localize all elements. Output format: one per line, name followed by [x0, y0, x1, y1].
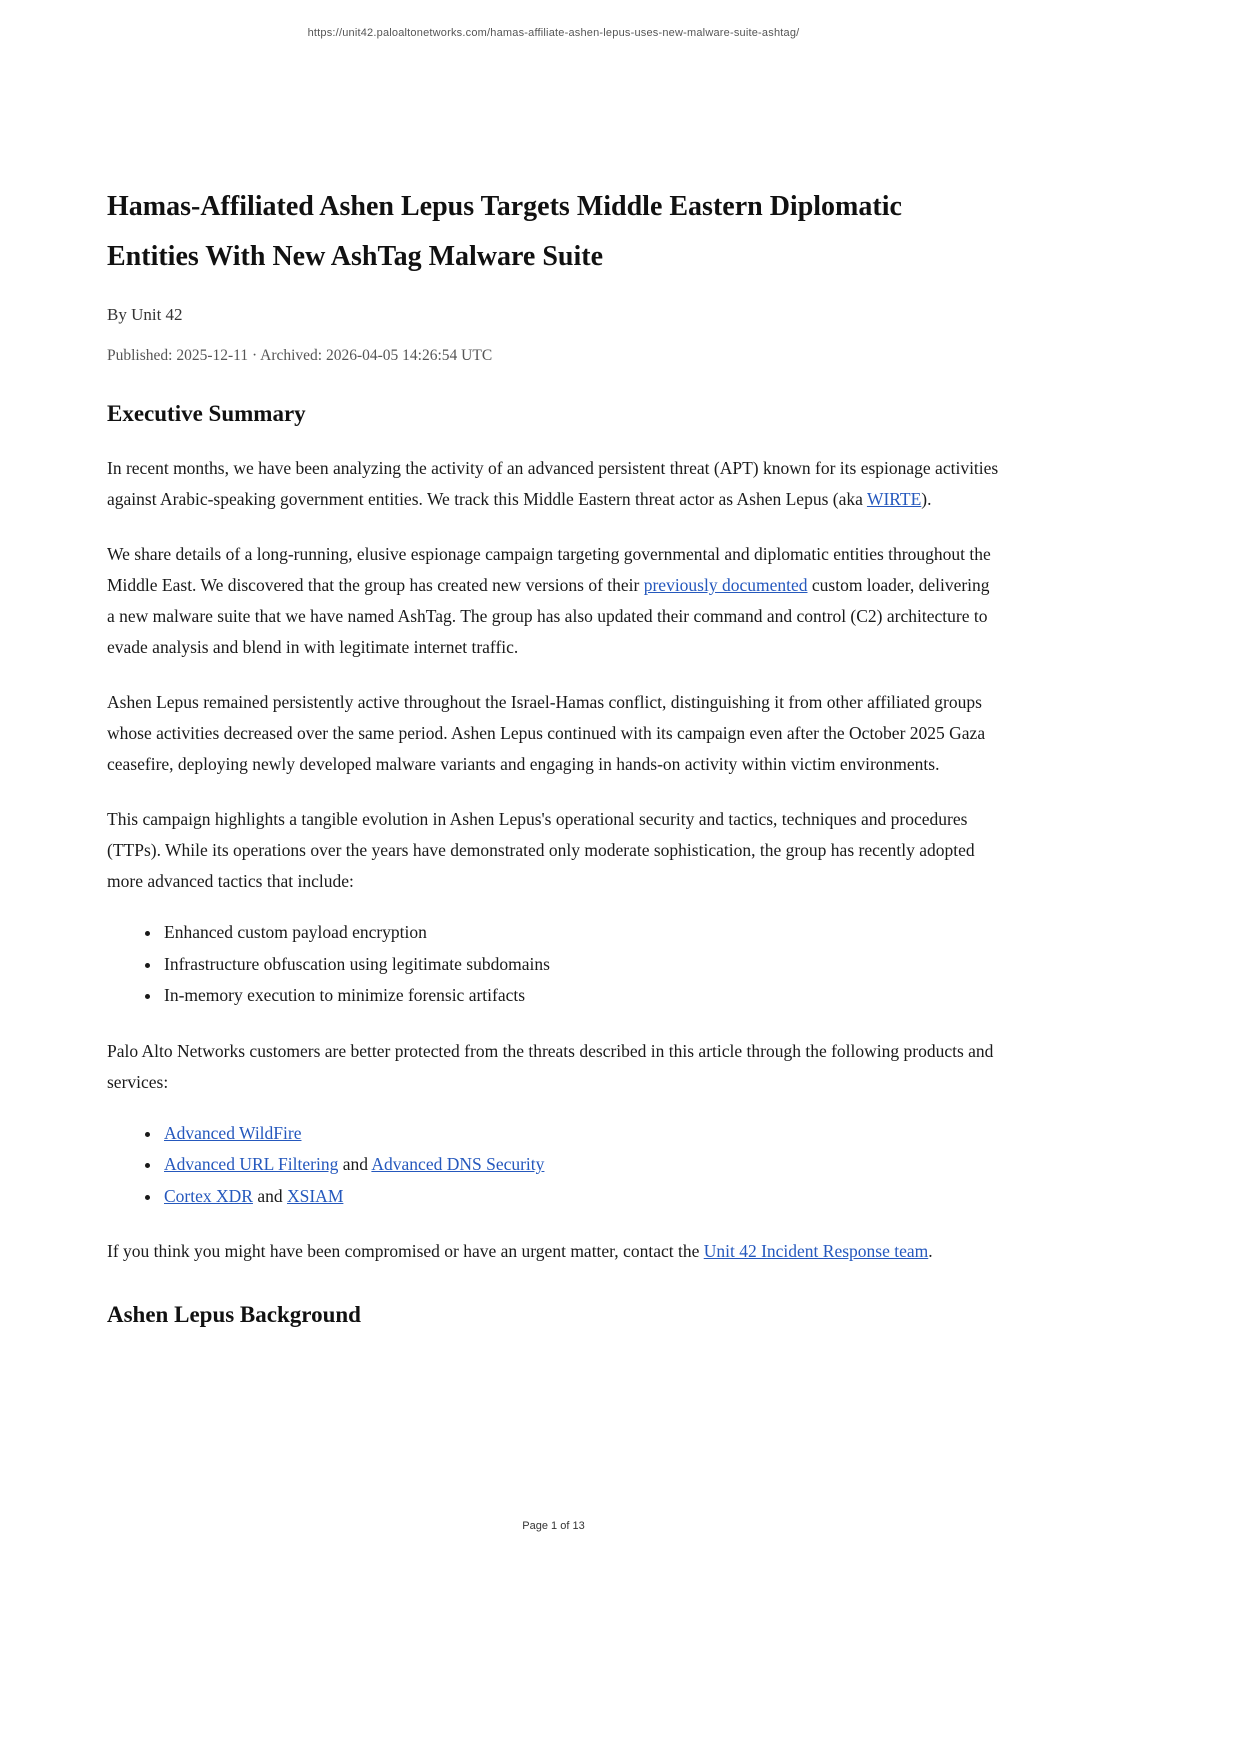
list-item-advanced-wildfire [162, 1118, 1000, 1150]
text-segment: We share details of a long-running, elusive espionage campaign targeting governmental and diplomatic entities throughout the Middle East. We discovered that the group has created new versions of their [107, 544, 991, 595]
article-title: Hamas-Affiliated Ashen Lepus Targets Middle Eastern Diplomatic Entities With New AshTag Malware Suite [107, 191, 902, 272]
list-item-url-filtering-dns-security [162, 1149, 1000, 1181]
link-xsiam[interactable]: XSIAM [286, 1185, 344, 1206]
text-segment: and [338, 1154, 372, 1174]
publish-archive-meta: Published: 2025-12-11 · Archived: 2026-04-05 14:26:54 UTC [107, 347, 493, 364]
list-item-cortex-xdr-xsiam [162, 1181, 1000, 1213]
list-item-payload-encryption: • Enhanced custom payload encryption [162, 917, 1000, 949]
paragraph-campaign-details [107, 539, 1000, 663]
text-segment: ). [921, 489, 932, 509]
paragraph-activity: Ashen Lepus remained persistently active throughout the Israel-Hamas conflict, distinguishing it from other affiliated groups whose activities decreased over the same period. Ashen Lepus continued with its campaign even after the October 2025 Gaza ceasefire, deploying newly developed malware variants and engaging in hands-on activity within victim environments. [107, 692, 986, 774]
products-list [107, 1118, 1000, 1213]
paragraph-incident-response [107, 1236, 1000, 1267]
text-segment: In recent months, we have been analyzing the activity of an advanced persistent threat (APT) known for its espionage activities against Arabic-speaking government entities. We track this Middle Eastern threat actor as Ashen Lepus (aka [107, 458, 999, 509]
paragraph-intro [107, 453, 1000, 515]
link-advanced-url-filtering[interactable]: Advanced URL Filtering [164, 1154, 339, 1174]
article-content [107, 0, 1000, 1330]
paragraph-evolution: This campaign highlights a tangible evolution in Ashen Lepus's operational security and tactics, techniques and procedures (TTPs). While its operations over the years have demonstrated only moderate sophistication, the group has recently adopted more advanced tactics that include: [107, 809, 975, 891]
link-wirte[interactable]: WIRTE [866, 489, 922, 509]
page-number: Page 1 of 13 [522, 1520, 585, 1532]
text-segment: and [252, 1185, 287, 1206]
link-cortex-xdr[interactable]: Cortex XDR [164, 1185, 253, 1206]
text-segment: If you think you might have been compromised or have an urgent matter, contact the [107, 1241, 704, 1261]
link-previously-documented[interactable]: previously documented [643, 575, 808, 595]
text-segment: . [928, 1241, 933, 1261]
byline: By Unit 42 [107, 305, 183, 324]
list-item-infrastructure-obfuscation: • Infrastructure obfuscation using legitimate subdomains [162, 949, 1000, 981]
list-item-in-memory-execution: • In-memory execution to minimize forensic artifacts [162, 980, 1000, 1012]
paragraph-protection: Palo Alto Networks customers are better protected from the threats described in this article through the following products and services: [107, 1040, 994, 1092]
section-heading-ashen-lepus-background: Ashen Lepus Background [107, 1302, 361, 1327]
tactics-list [107, 917, 1000, 1012]
source-url: https://unit42.paloaltonetworks.com/hamas-affiliate-ashen-lepus-uses-new-malware-suite-ashtag/ [307, 27, 800, 39]
link-advanced-wildfire[interactable]: Advanced WildFire [164, 1122, 302, 1143]
text-segment: custom loader, delivering a new malware suite that we have named AshTag. The group has also updated their command and control (C2) architecture to evade analysis and blend in with legitimate internet traffic. [107, 575, 990, 657]
section-heading-executive-summary: Executive Summary [107, 401, 306, 426]
link-advanced-dns-security[interactable]: Advanced DNS Security [371, 1154, 545, 1174]
link-unit42-incident-response-team[interactable]: Unit 42 Incident Response team [703, 1241, 929, 1261]
